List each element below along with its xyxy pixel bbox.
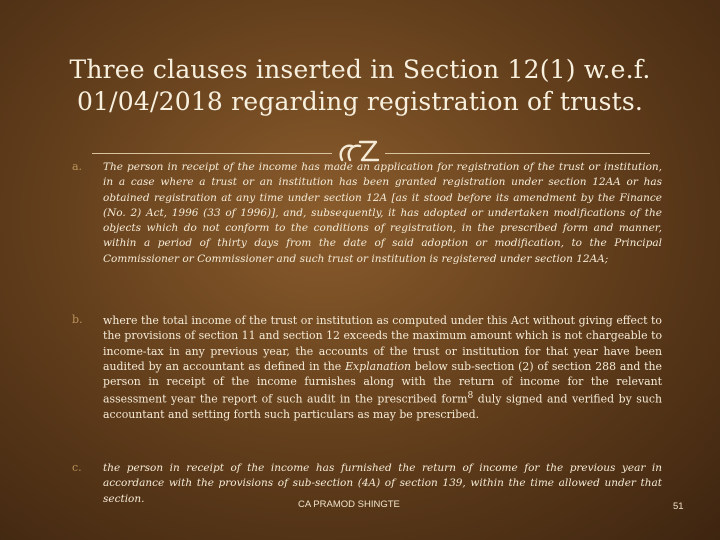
clause-c-text: the person in receipt of the income has furnished the return of income for the previous year in accordance with the provisions of sub-section (4A) of section 139, within the time allowed under that section.: [103, 462, 662, 505]
clause-c-marker: c.: [72, 461, 82, 474]
clause-b-text-part-2: below sub-section (2) of section 288 and the person in receipt of the income furnishes along with the return of income for the relevant assessment year the report of such audit in the prescribed form: [103, 359, 662, 407]
title-divider-left: [92, 153, 332, 154]
clause-b-footnote-mark: 8: [467, 391, 474, 402]
slide-title-line-1: Three clauses inserted in Section 12(1) w.e.f.: [69, 55, 651, 84]
clause-a-text: The person in receipt of the income has made an application for registration of the trust or institution, in a case where a trust or an institution has been granted registration under section 12AA or has obtained registration at any time under section 12A [as it stood before its amendment by the Finance (No. 2) Act, 1996 (33 of 1996)], and, subsequently, it has adopted or undertaken modifications of the objects which do not conform to the conditions of registration, in the prescribed form and manner, within a period of thirty days from the date of said adoption or modification, to the Principal Commissioner or Commissioner and such trust or institution is registered under section 12AA;: [103, 161, 662, 265]
clause-b-explanation-term: Explanation: [345, 359, 412, 373]
clause-a: [72, 160, 662, 267]
slide-title-line-2: 01/04/2018 regarding registration of trusts.: [76, 87, 644, 116]
page-number: 51: [673, 501, 684, 512]
clause-a-marker: a.: [72, 160, 83, 173]
title-divider-right: [385, 153, 650, 154]
clause-b-text: [103, 313, 662, 423]
clause-b: [72, 313, 662, 423]
clause-b-text-part-3: duly signed and verified by such accountant and setting forth such particulars as may be prescribed.: [103, 393, 663, 422]
slide-title: [40, 54, 680, 118]
clause-b-text-part-1: where the total income of the trust or institution as computed under this Act without giving effect to the provisions of section 11 and section 12 exceeds the maximum amount which is not chargeable to income-tax in any previous year, the accounts of the trust or institution for that year have been audited by an accountant as defined in the: [103, 314, 662, 373]
footer-author: CA PRAMOD SHINGTE: [298, 499, 400, 510]
clause-b-marker: b.: [72, 313, 83, 326]
